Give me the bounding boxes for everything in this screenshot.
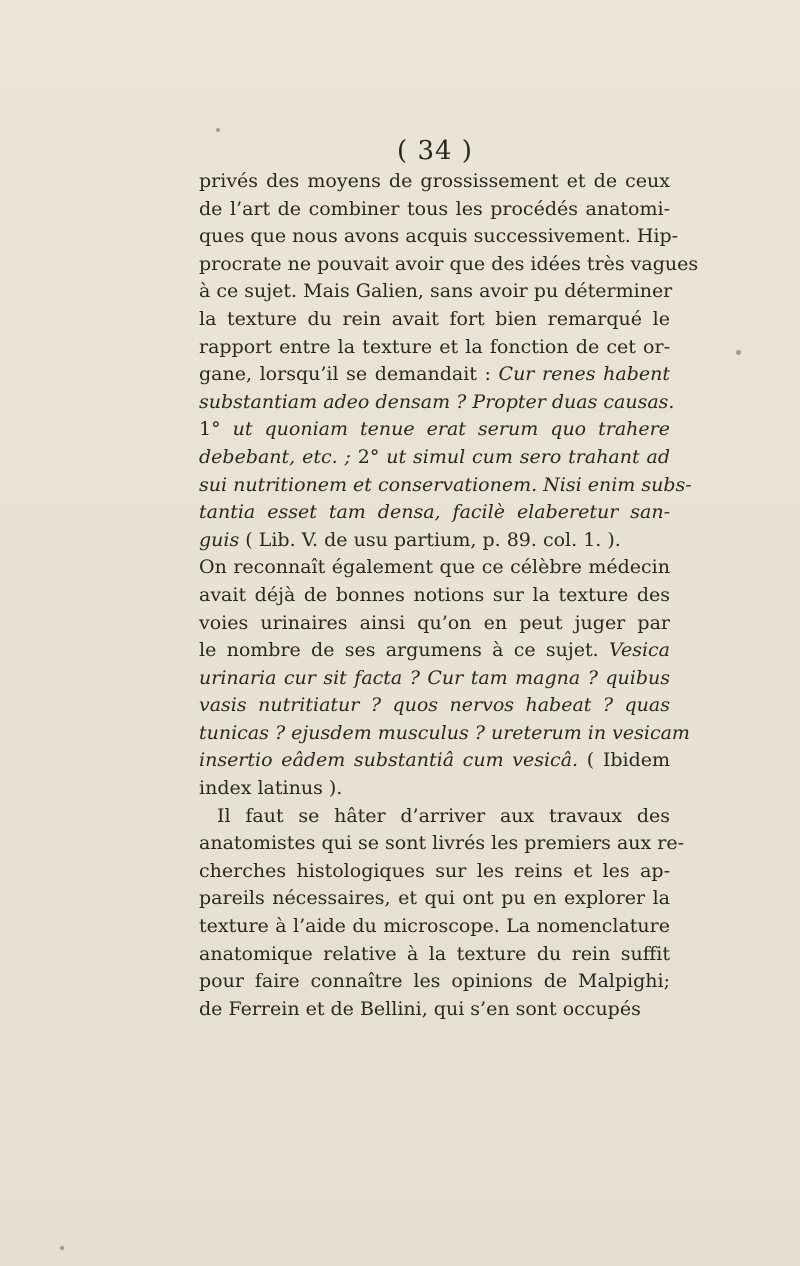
text-line: [199, 306, 670, 334]
text-segment: la texture du rein avait fort bien remarqué le: [199, 307, 670, 330]
text-line: [199, 389, 675, 417]
text-segment: gane, lorsqu’il se demandait :: [199, 363, 499, 386]
text-segment: de Ferrein et de Bellini, qui s’en sont occupés: [199, 997, 641, 1020]
text-segment: texture à l’aide du microscope. La nomenclature: [199, 915, 670, 938]
text-segment: à ce sujet. Mais Galien, sans avoir pu déterminer: [199, 280, 673, 303]
text-line: [199, 168, 670, 196]
text-segment: privés des moyens de grossissement et de ceux: [199, 170, 670, 192]
italic-latin-text: guis: [199, 528, 240, 551]
text-line: [199, 278, 673, 306]
text-segment: avait déjà de bonnes notions sur la texture des: [199, 583, 670, 606]
text-segment: voies urinaires ainsi qu’on en peut juger par: [199, 611, 670, 634]
italic-latin-text: sui nutritionem et conservationem. Nisi enim subs-: [199, 473, 692, 496]
text-line: [199, 775, 670, 803]
italic-latin-text: ut quoniam tenue erat serum quo trahere: [232, 418, 670, 441]
text-segment: cherches histologiques sur les reins et les ap-: [199, 859, 670, 882]
body-text: [199, 168, 699, 1023]
paper-speck: [736, 350, 741, 355]
text-segment: Il faut se hâter d’arriver aux travaux des: [217, 804, 670, 827]
text-line: [199, 747, 670, 775]
paper-speck: [216, 128, 220, 132]
text-line: [199, 251, 699, 279]
text-segment: ( Lib. V. de usu partium, p. 89. col. 1. ).: [239, 528, 621, 551]
page-number: ( 34 ): [397, 136, 473, 166]
text-segment: On reconnaît également que ce célèbre médecin: [199, 556, 670, 579]
italic-latin-text: ut simul cum sero trahant ad: [386, 445, 670, 468]
text-line: [199, 830, 685, 858]
text-line: [199, 665, 670, 693]
text-line: [199, 416, 670, 444]
text-line: [199, 858, 670, 886]
italic-latin-text: Cur renes habent: [498, 363, 670, 386]
text-line: [199, 692, 670, 720]
italic-latin-text: substantiam adeo densam ? Propter duas causas.: [199, 390, 675, 413]
italic-latin-text: Vesica: [608, 639, 670, 662]
text-segment: pour faire connaître les opinions de Malpighi;: [199, 970, 670, 993]
text-segment: anatomique relative à la texture du rein suffit: [199, 942, 670, 965]
text-line: [199, 610, 670, 638]
text-segment: ( Ibidem: [578, 749, 670, 772]
text-line: [199, 913, 670, 941]
text-segment: de l’art de combiner tous les procédés anatomi-: [199, 197, 670, 220]
text-segment: 2°: [357, 445, 387, 468]
text-line: [199, 196, 670, 224]
text-segment: anatomistes qui se sont livrés les premiers aux re-: [199, 832, 685, 855]
italic-latin-text: vasis nutritiatur ? quos nervos habeat ? quas: [199, 694, 670, 717]
text-line: [199, 637, 670, 665]
italic-latin-text: tantia esset tam densa, facilè elaberetur san-: [199, 501, 670, 524]
text-segment: pareils nécessaires, et qui ont pu en explorer la: [199, 887, 670, 910]
text-line: [199, 334, 670, 362]
text-line: [199, 554, 670, 582]
paper-speck: [60, 1246, 64, 1250]
text-line: [199, 527, 670, 555]
text-line: [199, 472, 692, 500]
text-line: [199, 803, 670, 831]
text-segment: index latinus ).: [199, 777, 343, 800]
text-line: [199, 968, 670, 996]
text-segment: rapport entre la texture et la fonction de cet or-: [199, 335, 670, 358]
text-line: [199, 223, 679, 251]
text-segment: 1°: [199, 418, 233, 441]
text-line: [199, 582, 670, 610]
text-line: [199, 941, 670, 969]
text-segment: procrate ne pouvait avoir que des idées très vagues: [199, 252, 699, 275]
text-line: [199, 720, 690, 748]
text-line: [199, 996, 670, 1024]
italic-latin-text: urinaria cur sit facta ? Cur tam magna ? quibus: [199, 666, 670, 689]
italic-latin-text: insertio eâdem substantiâ cum vesicâ.: [199, 749, 579, 772]
text-line: [199, 444, 670, 472]
text-line: [199, 885, 670, 913]
text-line: [199, 499, 670, 527]
text-segment: le nombre de ses argumens à ce sujet.: [199, 639, 609, 662]
text-line: [199, 361, 670, 389]
italic-latin-text: debebant, etc. ;: [199, 445, 358, 468]
italic-latin-text: tunicas ? ejusdem musculus ? ureterum in vesicam: [199, 721, 690, 744]
text-segment: ques que nous avons acquis successivement. Hip-: [199, 225, 679, 248]
